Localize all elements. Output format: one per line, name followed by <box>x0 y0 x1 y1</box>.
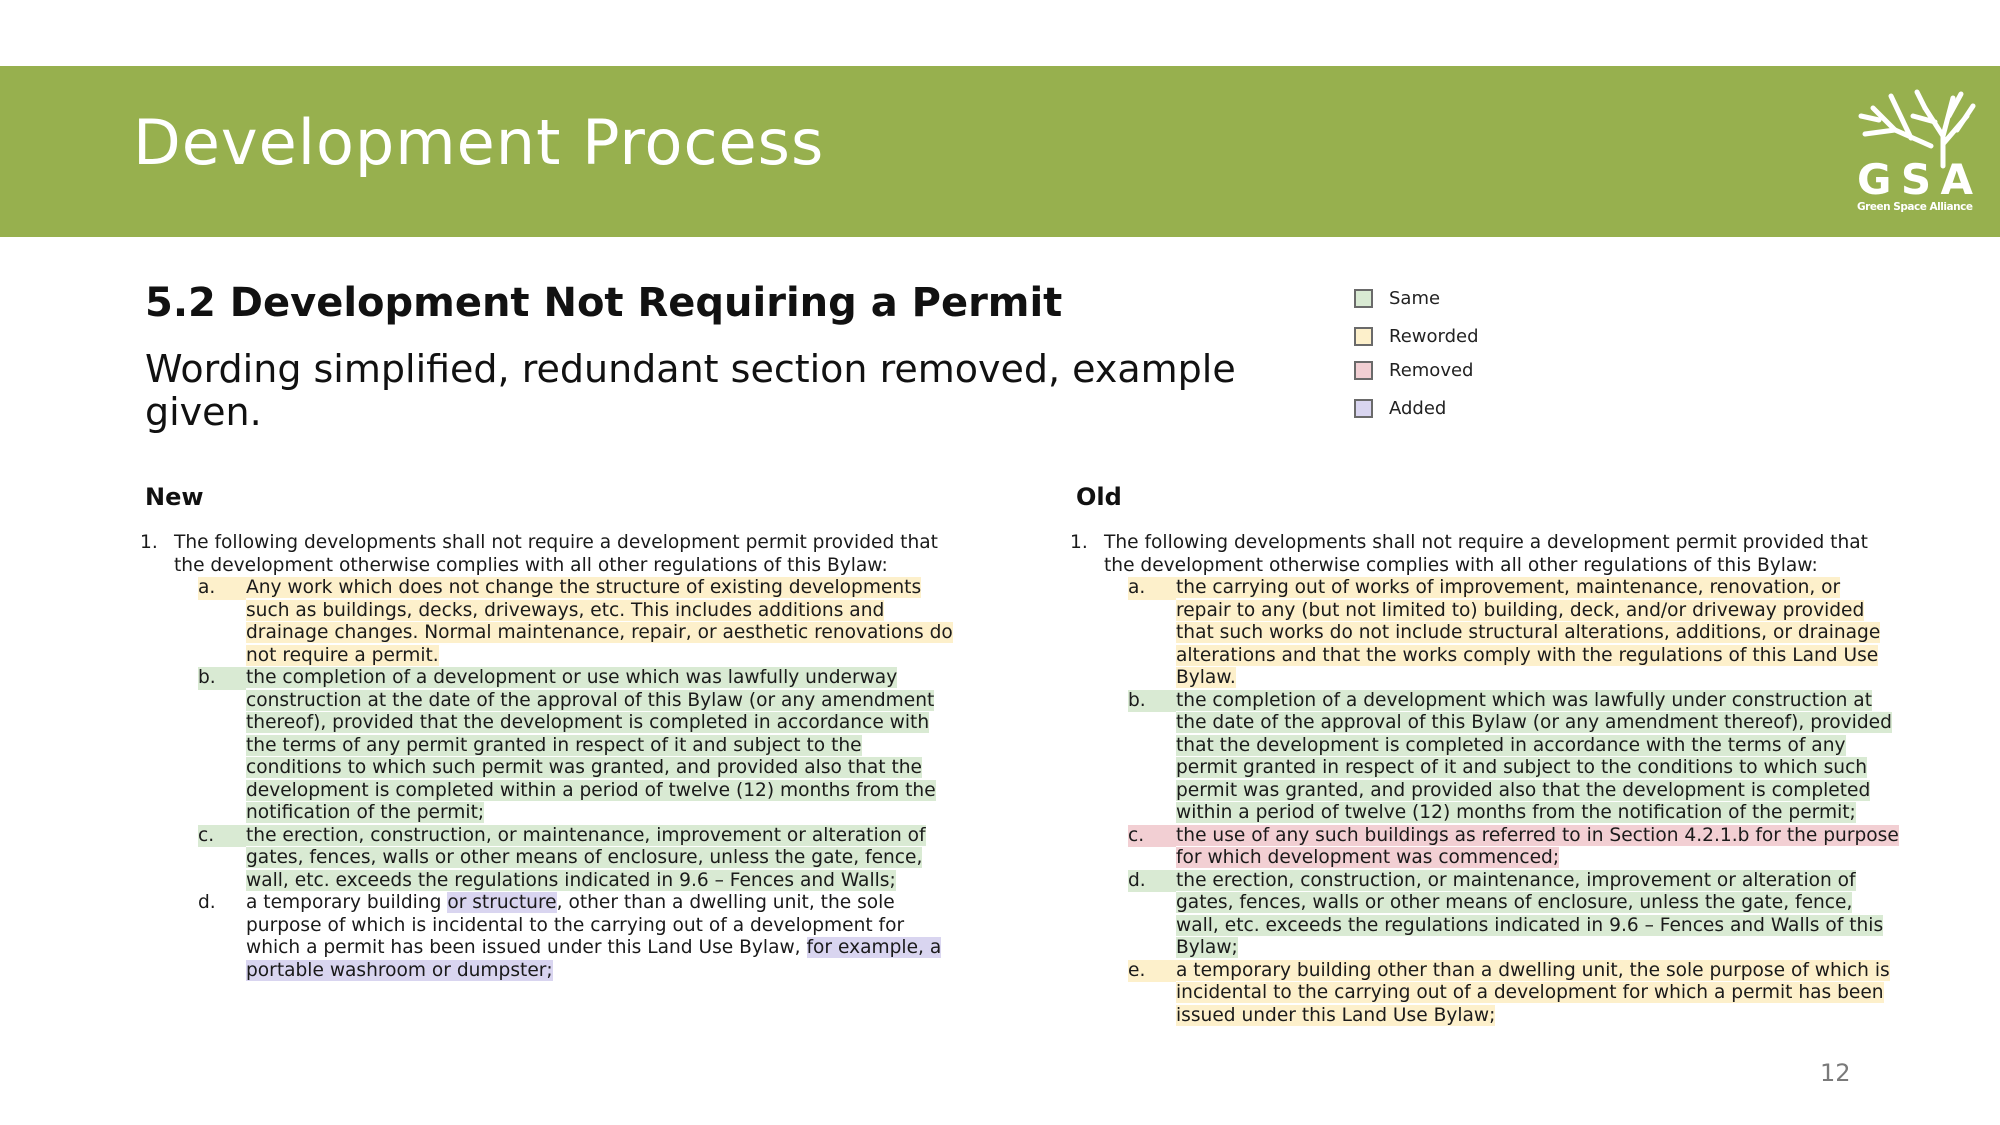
old-item-c <box>1070 825 1900 870</box>
new-item-a-text: Any work which does not change the structure of existing developments such as buildings, decks, driveways, etc. This includes additions and drainage changes. Normal maintenance, repair, or aesthetic renovations do not require a permit. <box>246 577 953 666</box>
old-item-e-letter: e. <box>1128 960 1176 983</box>
old-item-b <box>1070 690 1900 825</box>
old-column-heading: Old <box>1076 483 1122 511</box>
old-item-c-text: the use of any such buildings as referred to in Section 4.2.1.b for the purpose for which development was commenced; <box>1176 824 1899 868</box>
old-text-column <box>1070 532 1900 1027</box>
new-item-a-letter: a. <box>198 577 246 600</box>
new-item-d-added-structure: or structure <box>447 892 557 913</box>
slide-title: Development Process <box>133 106 825 179</box>
legend-removed-label: Removed <box>1389 360 1474 381</box>
title-banner <box>0 66 2000 237</box>
old-intro <box>1070 532 1900 577</box>
old-item-b-letter: b. <box>1128 690 1176 713</box>
new-intro <box>140 532 960 577</box>
gsa-logo <box>1855 86 1977 212</box>
legend-removed <box>1354 360 1473 381</box>
legend-reworded-label: Reworded <box>1389 326 1479 347</box>
section-subtitle: Wording simplified, redundant section removed, example given. <box>145 347 1236 434</box>
new-item-d-text-1: a temporary building <box>246 892 448 913</box>
old-item-a-text: the carrying out of works of improvement, maintenance, renovation, or repair to any (but not limited to) building, deck, and/or driveway provided that such works do not include structural alterations, additions, or drainage alterations and that the works comply with the regulations of this Land Use Bylaw. <box>1176 577 1881 688</box>
old-item-d-text: the erection, construction, or maintenance, improvement or alteration of gates, fences, walls or other means of enclosure, unless the gate, fence, wall, etc. exceeds the regulations indicated in 9.6 – Fences and Walls of this Bylaw; <box>1176 869 1884 958</box>
legend-added <box>1354 398 1446 419</box>
new-item-d-text-2: , other than a dwelling unit, the sole purpose of which is incidental to the carrying out of a development for which a permit has been issued under this Land Use Bylaw, <box>246 892 905 958</box>
old-item-e-text: a temporary building other than a dwelling unit, the sole purpose of which is incidental to the carrying out of a development for which a permit has been issued under this Land Use Bylaw; <box>1176 959 1890 1026</box>
legend-added-label: Added <box>1389 398 1447 419</box>
new-column-heading: New <box>145 483 204 511</box>
logo-wordmark: GSA <box>1857 155 1973 204</box>
new-list-number: 1. <box>140 532 158 553</box>
legend-reworded <box>1354 326 1479 347</box>
old-item-c-letter: c. <box>1128 825 1176 848</box>
old-item-b-text: the completion of a development which was lawfully under construction at the date of the approval of this Bylaw (or any amendment thereof), provided that the development is completed in accordance with the terms of any permit granted in respect of it and subject to the conditions to which such permit was granted, and provided also that the development is completed within a period of twelve (12) months from the notification of the permit; <box>1176 689 1892 823</box>
legend-removed-swatch <box>1354 361 1373 380</box>
old-item-d <box>1070 870 1900 960</box>
new-item-a <box>140 577 960 667</box>
new-item-b <box>140 667 960 825</box>
new-item-b-text: the completion of a development or use which was lawfully underway construction at the date of the approval of this Bylaw (or any amendment thereof), provided that the development is completed in accordance with the terms of any permit granted in respect of it and subject to the conditions to which such permit was granted, and provided also that the development is completed within a period of twelve (12) months from the notification of the permit; <box>246 667 936 823</box>
old-item-d-letter: d. <box>1128 870 1176 893</box>
legend-reworded-swatch <box>1354 327 1373 346</box>
new-intro-text: The following developments shall not require a development permit provided that the development otherwise complies with all other regulations of this Bylaw: <box>174 532 938 576</box>
legend-same <box>1354 288 1440 309</box>
legend-same-label: Same <box>1389 288 1441 309</box>
new-sub-list <box>140 577 960 982</box>
old-list-number: 1. <box>1070 532 1088 553</box>
old-item-a <box>1070 577 1900 690</box>
section-title: 5.2 Development Not Requiring a Permit <box>145 280 1063 326</box>
old-item-e <box>1070 960 1900 1028</box>
logo-subtext: Green Space Alliance <box>1857 201 1973 212</box>
legend-same-swatch <box>1354 289 1373 308</box>
new-item-c <box>140 825 960 893</box>
new-item-c-letter: c. <box>198 825 246 848</box>
old-intro-text: The following developments shall not require a development permit provided that the development otherwise complies with all other regulations of this Bylaw: <box>1104 532 1868 576</box>
old-item-a-letter: a. <box>1128 577 1176 600</box>
new-item-d <box>140 892 960 982</box>
page-number: 12 <box>1820 1059 1851 1087</box>
old-sub-list <box>1070 577 1900 1027</box>
new-text-column <box>140 532 960 982</box>
new-item-c-text: the erection, construction, or maintenance, improvement or alteration of gates, fences, walls or other means of enclosure, unless the gate, fence, wall, etc. exceeds the regulations indicated in 9.6 – Fences and Walls; <box>246 824 926 891</box>
legend-added-swatch <box>1354 399 1373 418</box>
new-item-d-letter: d. <box>198 892 216 913</box>
new-item-b-letter: b. <box>198 667 246 690</box>
new-item-d-added-example: for example, a portable washroom or dumpster; <box>246 937 942 981</box>
